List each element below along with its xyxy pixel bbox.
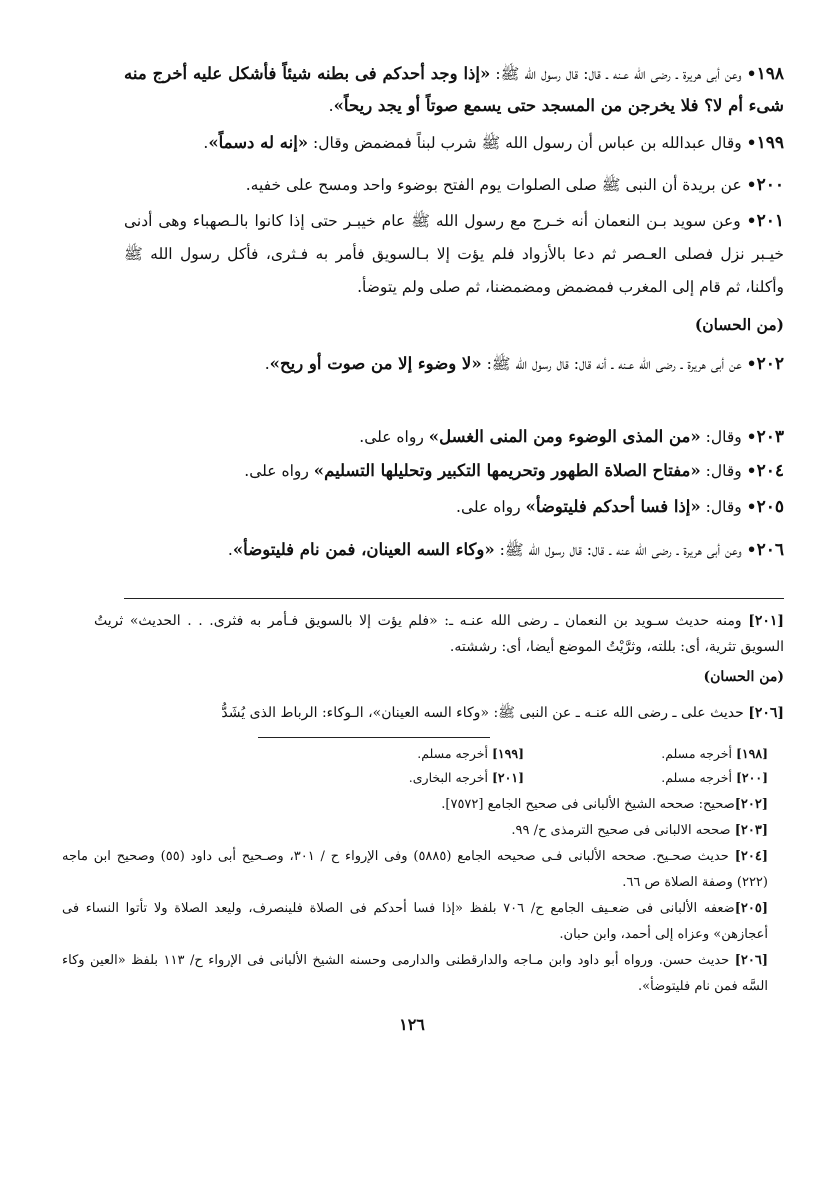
footnote-item (78, 818, 768, 844)
reference-item (661, 766, 768, 790)
hadith-text: وعن سويد بـن النعمان أنه خـرج مع رسول الله ﷺ عام خيبـر حتى إذا كانوا بالـصهباء وهى أدنى خيـبر نزل فصلى العـصر ثم دعا بالأزواد فلم يؤت إلا بـالسويق فأمر به فـثرى، فأكل رسول الله ﷺ وأكلنا، ثم قام إلى المغرب فمضمض ومضمضنا، ثم صلى ولم يتوضأ. (124, 212, 784, 296)
hadith-tail: رواه على. (244, 462, 314, 480)
hadith-202 (124, 348, 784, 380)
footnote-text: صحيح: صححه الشيخ الألبانى فى صحيح الجامع [٧٥٧٢]. (441, 797, 735, 812)
hadith-text: وعن أبى هريرة ـ رضى الله عـنه ـ قال: قال رسول الله ﷺ: (490, 65, 742, 83)
hadith-text: وقال عبدالله بن عباس أن رسول الله ﷺ شرب لبناً فمضمض وقال: (308, 134, 742, 152)
reference-text: أخرجه البخارى. (408, 770, 489, 785)
hadith-quote: «لا وضوء إلا من صوت أو ريح» (269, 354, 482, 373)
hadith-number: ٢٠٢ (756, 354, 784, 374)
explanatory-note (94, 700, 784, 726)
hadith-199 (124, 128, 784, 158)
footnote-text: صححه الالبانى فى صحيح الترمذى ح/ ٩٩. (511, 823, 731, 838)
note-ref: [٢٠١] (748, 613, 784, 629)
note-text: حديث على ـ رضى الله عنـه ـ عن النبى ﷺ: «وكاء السه العينان»، الـوكاء: الرباط الذى يُشَدُّ (221, 705, 744, 721)
footnote-item (62, 948, 768, 1000)
hadith-text: وقال: (700, 462, 742, 480)
hadith-201 (124, 204, 784, 304)
footnote-number: [٢٠٦] (734, 953, 768, 968)
footnote-number: [٢٠٤] (734, 849, 768, 864)
ornament-dot: • (746, 497, 757, 516)
page-number: ١٢٦ (399, 1015, 425, 1034)
reference-item (661, 742, 768, 766)
footnote-number: [٢٠٥] (734, 901, 768, 916)
hadith-tail: رواه على. (456, 498, 526, 516)
footnote-text: ضعفه الألبانى فى ضعـيف الجامع ح/ ٧٠٦ بلفظ «إذا فسا أحدكم فى الصلاة فلينصرف، وليعد الصلاة ولا تأتوا النساء فى أعجازهن» وعزاه إلى أحمد، وابن حبان. (62, 901, 768, 942)
note-text: ومنه حديث سـويد بن النعمان ـ رضى الله عنـه ـ: «فلم يؤت إلا بالسويق فـأمر به فثرى. . . الحديث» ثريتُ السويق تثرية، أى: بللته، وثرَّيْتُ الموضع أيضا، أى: رششته. (94, 613, 784, 655)
hadith-204 (124, 456, 784, 486)
footnote-number: [٢٠٣] (734, 823, 768, 838)
hadith-number: ٢٠٠ (756, 175, 784, 195)
hadith-tail: . (227, 541, 233, 559)
hadith-tail: . (203, 134, 209, 152)
hadith-number: ١٩٨ (756, 64, 784, 84)
hadith-quote: «إذا وجد أحدكم فى بطنه شيئاً فأشكل عليه أخرج منه شىء أم لا؟ فلا يخرجن من المسجد حتى يسمع صوتاً أو يجد ريحاً» (124, 64, 784, 115)
hadith-quote: «إنه له دسماً» (208, 133, 309, 152)
ornament-dot: • (746, 427, 757, 446)
hadith-quote: «من المذى الوضوء ومن المنى الغسل» (428, 427, 701, 446)
hadith-number: ٢٠٦ (756, 540, 784, 560)
reference-item (417, 742, 524, 766)
hadith-number: ٢٠١ (756, 211, 784, 231)
hadith-200 (124, 170, 784, 200)
hadith-198 (124, 58, 784, 122)
footnote-text: حديث صحـيح. صححه الألبانى فـى صحيحه الجامع (٥٨٨٥) وفى الإرواء ح / ٣٠١، وصـحيح أبى داود (٥٥) وصحيح ابن ماجه (٢٢٢) وصفة الصلاة ص ٦٦. (62, 849, 768, 890)
hadith-text: وقال: (700, 498, 742, 516)
ornament-dot: • (746, 211, 757, 230)
section-divider (124, 598, 784, 599)
note-ref: [٢٠٦] (748, 705, 784, 721)
hadith-tail: رواه على. (359, 428, 429, 446)
ornament-dot: • (746, 64, 757, 83)
hadith-206 (124, 534, 784, 566)
hadith-number: ١٩٩ (756, 133, 784, 153)
reference-text: أخرجه مسلم. (661, 770, 733, 785)
hadith-number: ٢٠٣ (756, 427, 784, 447)
hadith-number: ٢٠٥ (756, 497, 784, 517)
section-heading-hasan: (من الحسان) (703, 669, 784, 685)
footnote-divider (258, 737, 490, 738)
hadith-text: عن بريدة أن النبى ﷺ صلى الصلوات يوم الفتح بوضوء واحد ومسح على خفيه. (245, 176, 742, 194)
ornament-dot: • (746, 175, 757, 194)
ornament-dot: • (746, 540, 757, 559)
reference-text: أخرجه مسلم. (417, 746, 489, 761)
reference-number: [٢٠٠] (736, 770, 768, 785)
hadith-quote: «مفتاح الصلاة الطهور وتحريمها التكبير وتحليلها التسليم» (313, 461, 701, 480)
footnote-number: [٢٠٢] (734, 797, 768, 812)
footnote-item (78, 792, 768, 818)
ornament-dot: • (746, 133, 757, 152)
section-heading-hasan: (من الحسان) (694, 315, 784, 334)
hadith-text: وقال: (700, 428, 742, 446)
hadith-number: ٢٠٤ (756, 461, 784, 481)
reference-item (409, 766, 524, 790)
footnote-item (62, 844, 768, 896)
footnote-item (62, 896, 768, 948)
hadith-quote: «إذا فسا أحدكم فليتوضأ» (525, 497, 701, 516)
footnote-text: حديث حسن. ورواه أبو داود وابن مـاجه والدارقطنى والدارمى وحسنه الشيخ الألبانى فى الإرواء ح/ ١١٣ بلفظ «العين وكاء السَّه فمن نام فليتوضأ». (62, 953, 768, 994)
ornament-dot: • (746, 461, 757, 480)
reference-text: أخرجه مسلم. (661, 746, 733, 761)
hadith-tail: . (264, 355, 270, 373)
ornament-dot: • (746, 354, 757, 373)
reference-number: [١٩٨] (736, 746, 768, 761)
hadith-quote: «وكاء السه العينان، فمن نام فليتوضأ» (232, 540, 495, 559)
hadith-text: عن أبى هريرة ـ رضى الله عـنه ـ أنه قال: قال رسول الله ﷺ: (481, 355, 742, 373)
hadith-tail: . (328, 97, 334, 115)
hadith-205 (124, 492, 784, 522)
hadith-text: وعن أبى هريرة ـ رضى الله عنه ـ قال: قال رسول الله ﷺ: (494, 541, 742, 559)
hadith-203 (124, 422, 784, 452)
reference-number: [٢٠١] (492, 770, 524, 785)
reference-number: [١٩٩] (492, 746, 524, 761)
explanatory-note (94, 608, 784, 660)
